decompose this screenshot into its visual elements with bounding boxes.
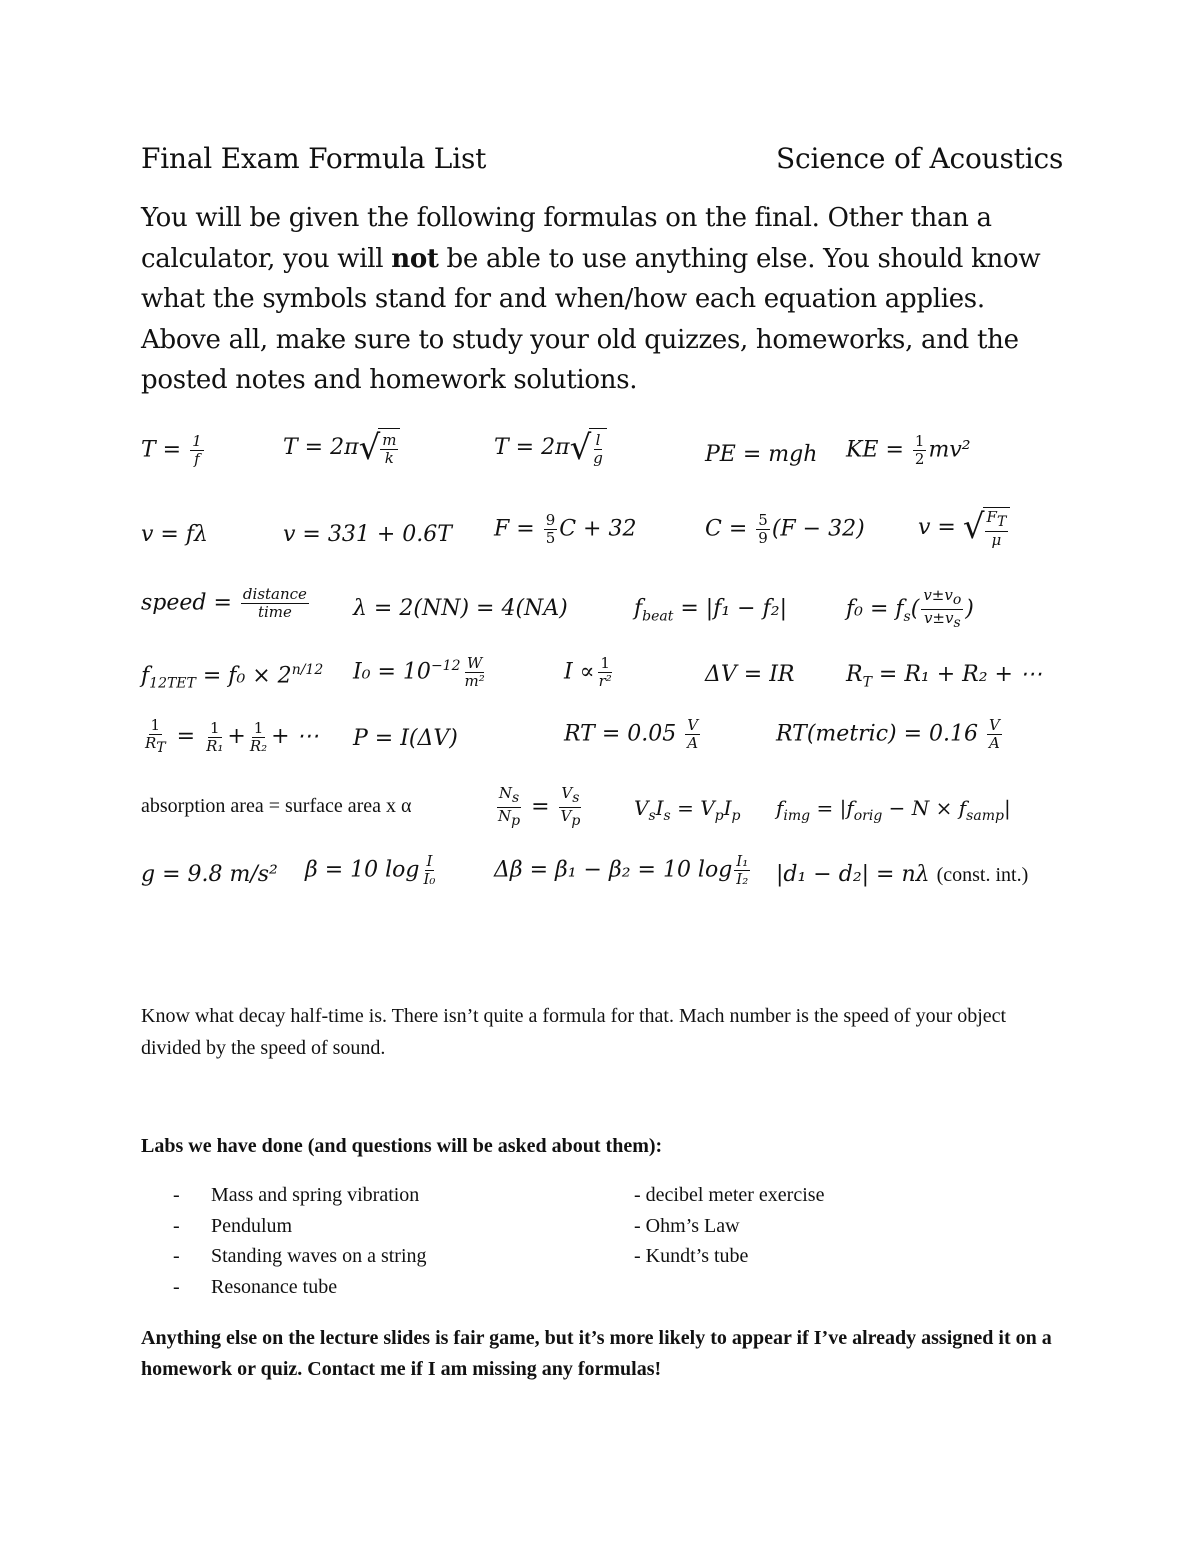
- lab-item-left: Mass and spring vibration: [211, 1184, 420, 1206]
- lab-dash: -: [173, 1245, 180, 1267]
- 12tet-formula: $f_{12TET} = f_0 \times 2^{n/12}$: [141, 662, 324, 692]
- lab-item-left: Standing waves on a string: [211, 1245, 427, 1267]
- labs-heading: Labs we have done (and questions will be asked about them):: [141, 1135, 663, 1157]
- intro-paragraph: [141, 198, 1061, 401]
- lab-item-left: Resonance tube: [211, 1276, 338, 1298]
- absorption-area-formula: absorption area = surface area x α: [141, 795, 412, 817]
- lab-item-right: - Ohm’s Law: [634, 1215, 740, 1237]
- beat-frequency-formula: $f_{beat} = |f_1 - f_2|$: [634, 596, 787, 625]
- celsius-formula: C = $\frac{5}{9}$ (F − 32): [705, 511, 865, 547]
- lab-dash: -: [173, 1276, 180, 1298]
- reverb-time-formula: RT = 0.05 $\frac{V}{A}$: [564, 716, 699, 752]
- lab-item-right: - decibel meter exercise: [634, 1184, 825, 1206]
- lab-dash: -: [173, 1215, 180, 1237]
- lab-item-right: - Kundt’s tube: [634, 1245, 749, 1267]
- power-formula: P = I(ΔV): [353, 726, 458, 751]
- decibel-difference-formula: Δβ = β₁ − β₂ = 10 log $\frac{\text{I₁}}{\text{I₂}}$: [494, 852, 749, 888]
- transformer-power-formula: $V_sI_s = V_pI_p$: [634, 796, 741, 824]
- string-wave-speed-formula: v = √ $\frac{F_T}{\mu}$: [918, 507, 1010, 549]
- wave-speed-formula: v = fλ: [141, 522, 208, 547]
- reverb-time-metric-formula: RT(metric) = 0.16 $\frac{V}{A}$: [776, 716, 1000, 752]
- lab-item-left: Pendulum: [211, 1215, 293, 1237]
- potential-energy-formula: PE = mgh: [705, 442, 818, 467]
- transformer-ratio-formula: $\frac{N_s}{N_p}$ = $\frac{V_s}{V_p}$: [498, 784, 581, 829]
- inverse-square-formula: I ∝ $\frac{1}{\text{r²}}$: [564, 654, 612, 690]
- gravity-formula: g = 9.8 m/s²: [141, 862, 278, 887]
- fahrenheit-formula: F = $\frac{9}{5}$ C + 32: [494, 511, 637, 547]
- doppler-formula: $f_0 = f_s$( $\frac{v\pm v_o}{v\pm v_s}$ ): [846, 586, 974, 631]
- decay-mach-note: Know what decay half-time is. There isn’t quite a formula for that. Mach number is the speed of your object divided by the speed of sound.: [141, 1005, 1007, 1059]
- kinetic-energy-formula: KE = $\frac{1}{2}$ mv²: [846, 432, 971, 468]
- course-title: Science of Acoustics: [776, 142, 1064, 175]
- ohms-law-formula: ΔV = IR: [705, 662, 795, 687]
- period-formula: T = $\frac{1}{f}$: [141, 432, 202, 468]
- spring-period-formula: T = 2π √ $\frac{m}{k}$: [283, 428, 400, 468]
- interference-formula: |d₁ − d₂| = nλ (const. int.): [776, 862, 1029, 887]
- intro-text-1: You will be given the following formulas on the final. Other than a calculator, you will: [141, 203, 992, 274]
- speed-formula: speed = $\frac{\text{distance}}{\text{time}}$: [141, 585, 307, 621]
- decibel-formula: β = 10 log $\frac{I}{\text{I₀}}$: [305, 852, 436, 888]
- parallel-resistance-formula: $\frac{1}{R_T}$ = $\frac{1}{\text{R₁}}$ + $\frac{1}{\text{R₂}}$ + ⋯: [145, 716, 319, 756]
- image-frequency-formula: $f_{img} = |f_{orig} - N \times f_{samp}|$: [776, 796, 1011, 824]
- closing-note: Anything else on the lecture slides is fair game, but it’s more likely to appear if I’ve already assigned it on a homework or quiz. Contact me if I am missing any formulas!: [141, 1327, 1052, 1380]
- threshold-intensity-formula: $I_0 = 10^{-12}$ $\frac{W}{\text{m²}}$: [353, 654, 485, 690]
- pendulum-period-formula: T = 2π √ $\frac{l}{g}$: [494, 428, 607, 468]
- lab-dash: -: [173, 1184, 180, 1206]
- intro-bold-word: not: [391, 243, 439, 274]
- page-title: Final Exam Formula List: [141, 142, 487, 175]
- sound-speed-formula: v = 331 + 0.6T: [283, 522, 452, 547]
- series-resistance-formula: $R_T = R_1 + R_2$ + ⋯: [846, 662, 1042, 691]
- wavelength-formula: λ = 2(NN) = 4(NA): [353, 596, 568, 621]
- intro-text-2: be able to use anything else. You should know what the symbols stand for and when/how each equation applies. Above all, make sure to study your old quizzes, homeworks, and the posted notes and homework solutions.: [141, 243, 1041, 395]
